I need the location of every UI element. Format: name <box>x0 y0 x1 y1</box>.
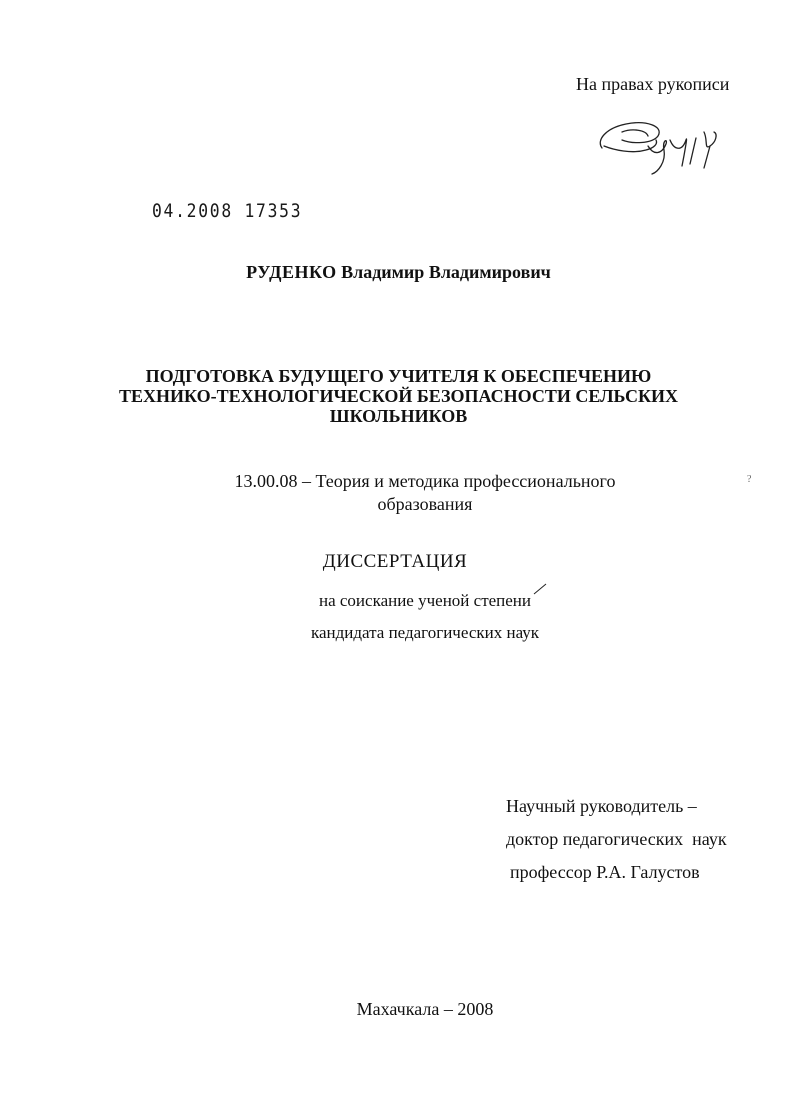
advisor-line: профессор Р.А. Галустов <box>510 862 700 882</box>
degree-line-2: кандидата педагогических наук <box>310 623 540 642</box>
degree-line-1: на соискание ученой степени <box>318 591 532 610</box>
author-given-names: Владимир Владимирович <box>341 262 551 282</box>
rights-note: На правах рукописи <box>576 74 730 94</box>
advisor-line: доктор педагогических наук <box>506 829 727 849</box>
specialty-line: 13.00.08 – Теория и методика профессионального <box>234 471 616 491</box>
specialty-line: образования <box>377 494 473 514</box>
margin-mark: ? <box>747 474 752 485</box>
city-year: Махачкала – 2008 <box>356 999 494 1019</box>
title-line: ШКОЛЬНИКОВ <box>329 406 468 426</box>
pen-stroke-icon <box>533 583 547 595</box>
author-surname: РУДЕНКО <box>246 262 337 282</box>
author-name <box>0 262 797 283</box>
title-line: ПОДГОТОВКА БУДУЩЕГО УЧИТЕЛЯ К ОБЕСПЕЧЕНИЮ <box>145 366 652 386</box>
archive-number: 04.2008 17353 <box>152 200 303 222</box>
title-line: ТЕХНИКО-ТЕХНОЛОГИЧЕСКОЙ БЕЗОПАСНОСТИ СЕЛЬСКИХ <box>118 386 679 406</box>
thesis-title <box>0 366 797 426</box>
specialty <box>0 470 797 516</box>
signature-icon <box>592 110 732 180</box>
document-type: ДИССЕРТАЦИЯ <box>322 551 468 572</box>
scientific-advisor <box>506 790 727 889</box>
advisor-line: Научный руководитель – <box>506 796 697 816</box>
